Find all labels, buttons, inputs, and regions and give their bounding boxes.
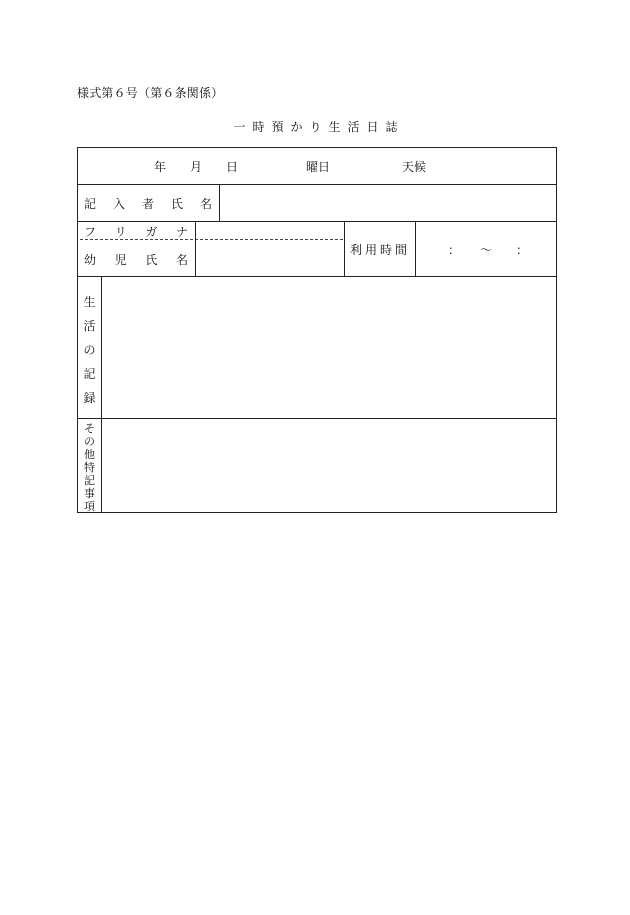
usage-time-label: 利用時間	[350, 243, 411, 257]
other-notes-label: そ の 他 特 記 事 項	[84, 422, 95, 513]
furigana-label: フ リ ガ ナ	[84, 225, 188, 239]
date-row[interactable]	[78, 148, 556, 184]
day-label: 日	[226, 160, 239, 174]
document-title: 一時預かり生活日誌	[233, 120, 405, 134]
diary-form-table	[77, 147, 557, 513]
weather-label: 天候	[402, 160, 427, 174]
time-range-tilde: ～	[480, 243, 493, 257]
life-record-field[interactable]	[102, 277, 556, 418]
year-label: 年	[154, 160, 167, 174]
life-record-label: 生 活 の 記 録	[83, 295, 96, 405]
other-notes-field[interactable]	[102, 419, 556, 512]
end-time-colon: ：	[516, 243, 529, 257]
child-name-field[interactable]	[196, 240, 344, 276]
furigana-field[interactable]	[196, 222, 344, 239]
usage-time-field[interactable]	[416, 222, 556, 276]
month-label: 月	[190, 160, 203, 174]
recorder-name-label: 記 入 者 氏 名	[84, 197, 212, 211]
start-time-colon: ：	[448, 243, 461, 257]
usage-time-left-divider	[344, 221, 345, 276]
child-name-label: 幼 児 氏 名	[84, 253, 188, 267]
form-number: 様式第６号（第６条関係）	[77, 86, 224, 100]
recorder-name-field[interactable]	[220, 185, 556, 221]
weekday-label: 曜日	[306, 160, 331, 174]
